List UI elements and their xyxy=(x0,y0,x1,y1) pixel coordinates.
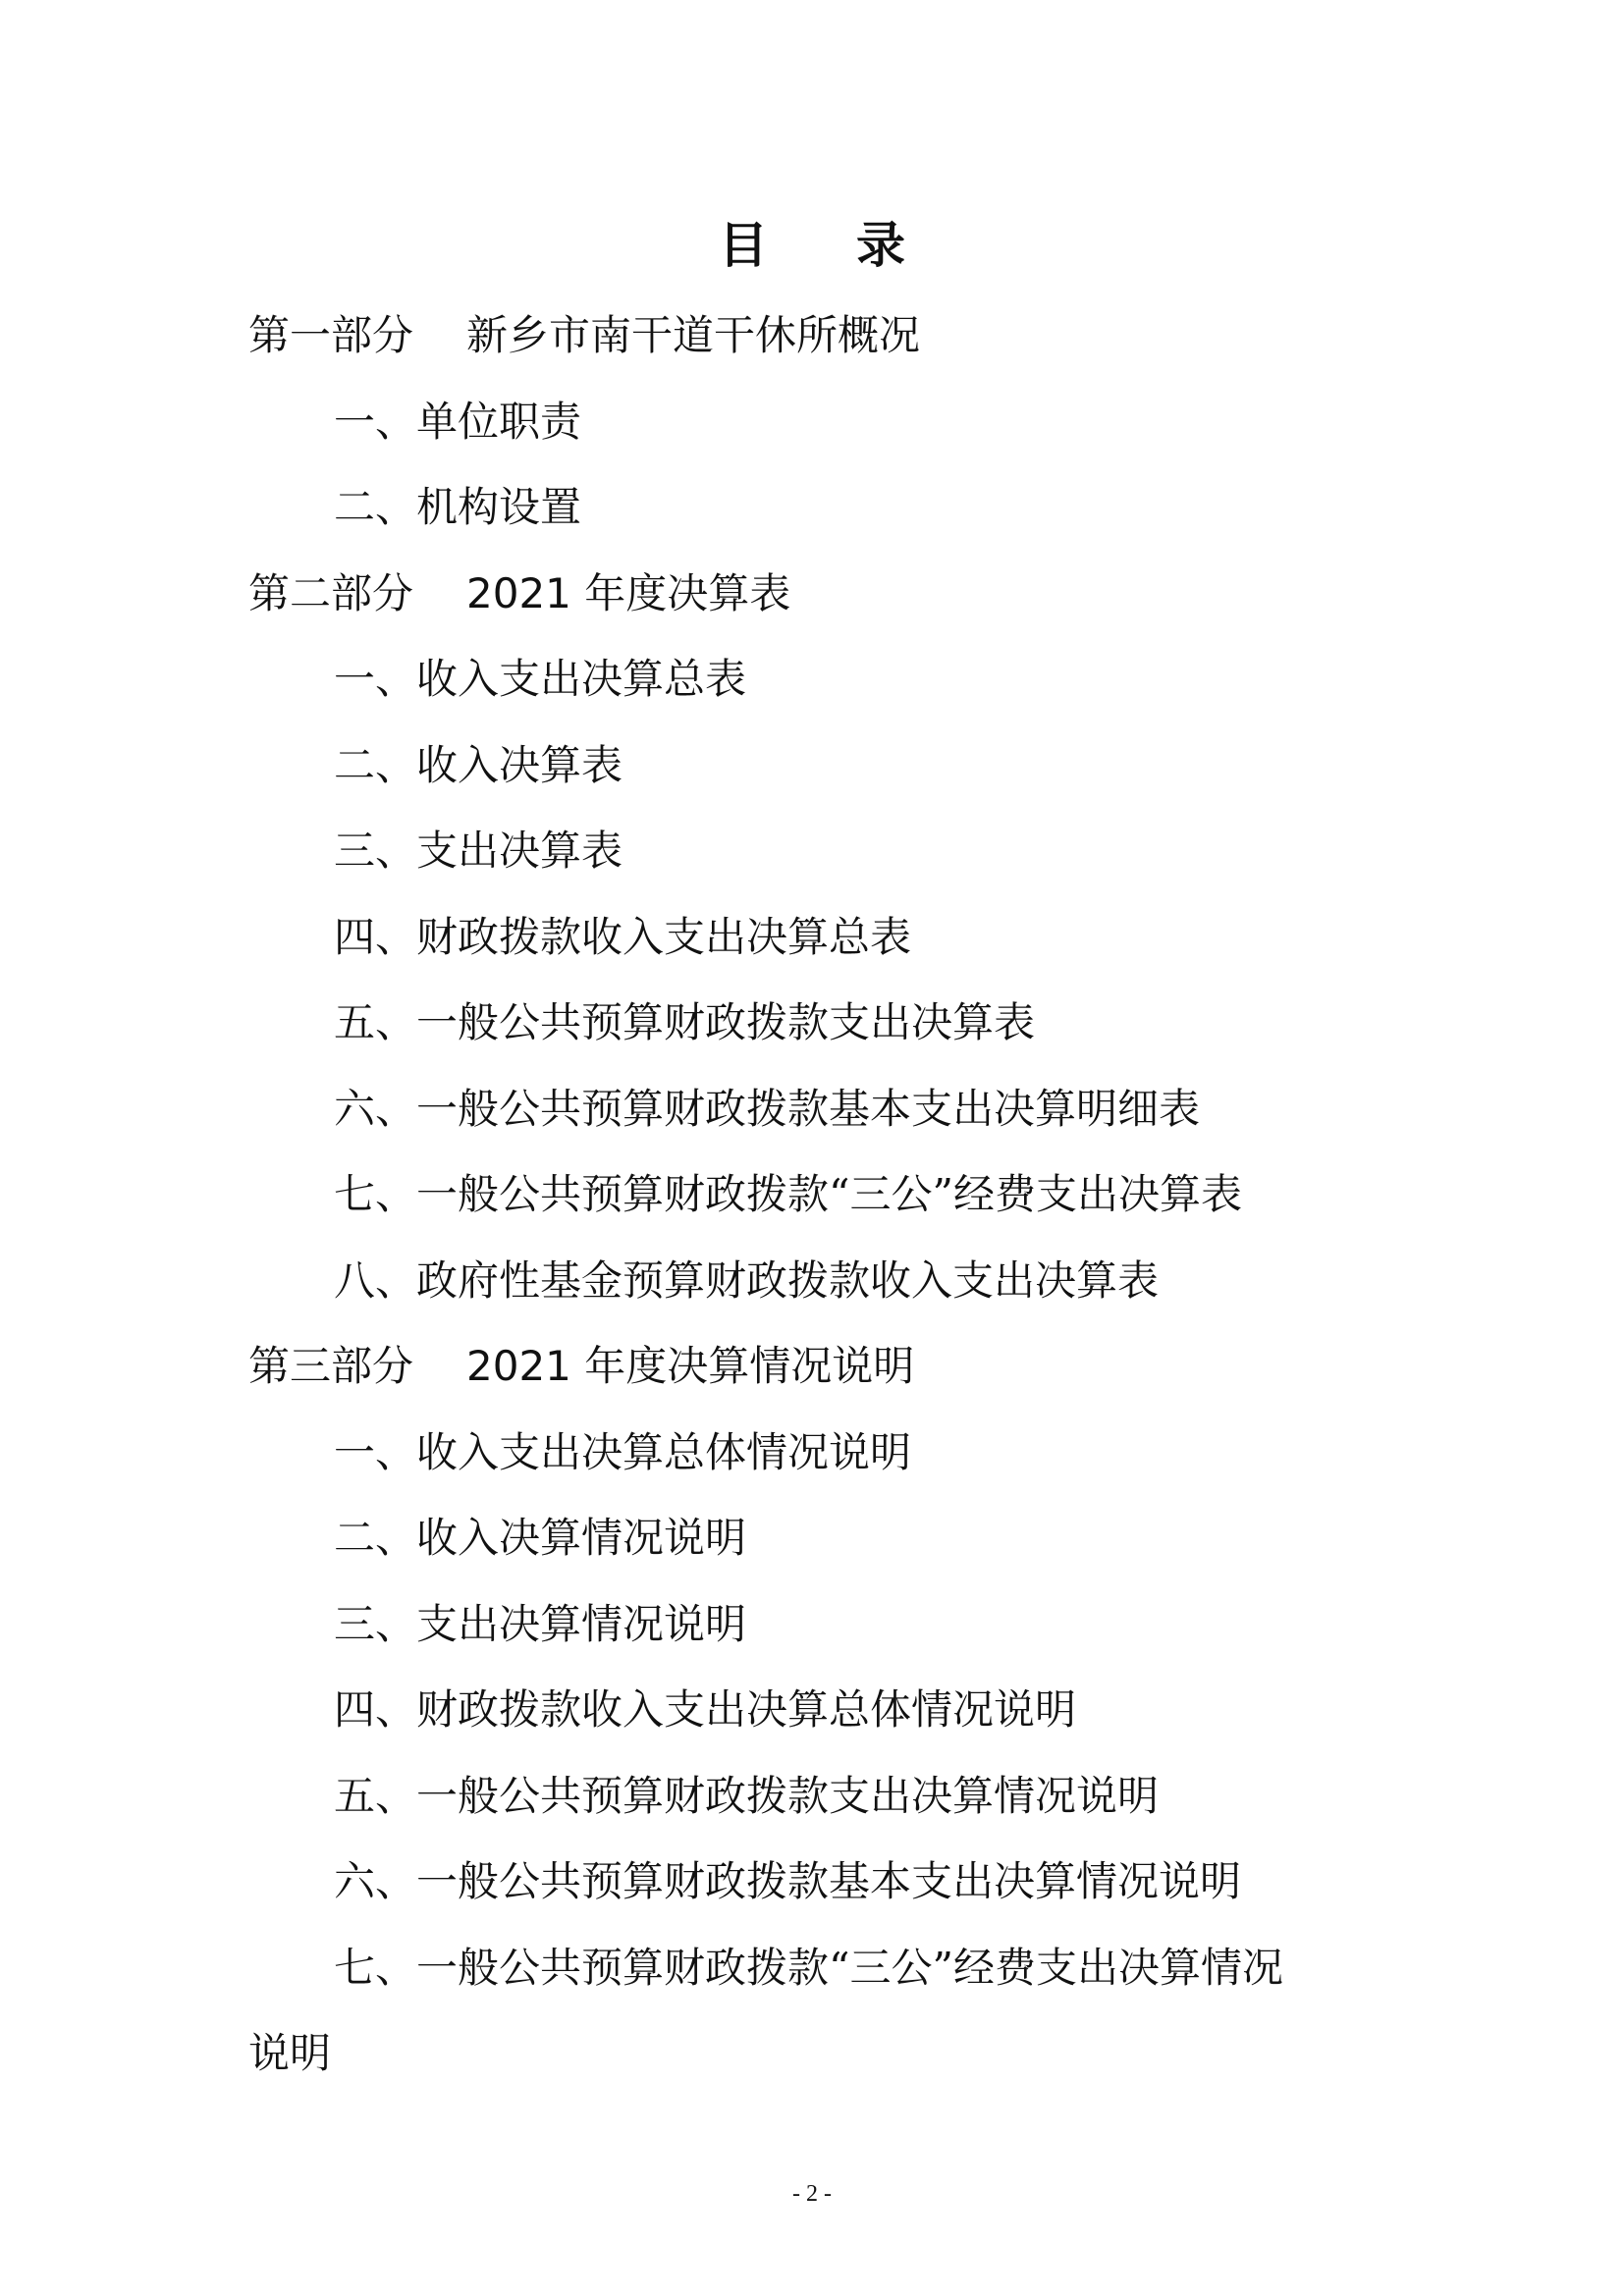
table-of-contents xyxy=(248,293,1387,2097)
toc-item[interactable]: 四、财政拨款收入支出决算总表 xyxy=(334,912,912,961)
toc-item[interactable]: 三、支出决算情况说明 xyxy=(334,1599,747,1648)
toc-item[interactable]: 六、一般公共预算财政拨款基本支出决算明细表 xyxy=(334,1084,1201,1133)
toc-item[interactable]: 一、单位职责 xyxy=(334,397,582,446)
toc-part-label: 第一部分 xyxy=(248,311,414,359)
toc-item[interactable]: 一、收入支出决算总表 xyxy=(334,655,747,703)
toc-part-title: 新乡市南干道干休所概况 xyxy=(466,311,921,359)
toc-item[interactable]: 六、一般公共预算财政拨款基本支出决算情况说明 xyxy=(334,1857,1242,1905)
toc-part-title: 2021 年度决算表 xyxy=(466,568,791,617)
toc-item[interactable]: 一、收入支出决算总体情况说明 xyxy=(334,1427,912,1476)
toc-item-continuation[interactable]: 说明 xyxy=(248,2029,332,2077)
toc-item[interactable]: 二、收入决算情况说明 xyxy=(334,1514,747,1562)
toc-item[interactable]: 五、一般公共预算财政拨款支出决算情况说明 xyxy=(334,1771,1160,1820)
toc-part-1-heading[interactable] xyxy=(248,293,1387,379)
toc-item[interactable]: 八、政府性基金预算财政拨款收入支出决算表 xyxy=(334,1255,1160,1305)
toc-part-3-heading[interactable] xyxy=(248,1323,1387,1410)
toc-item[interactable]: 七、一般公共预算财政拨款“三公”经费支出决算表 xyxy=(334,1170,1242,1218)
toc-item[interactable]: 二、机构设置 xyxy=(334,483,582,531)
toc-item[interactable]: 三、支出决算表 xyxy=(334,827,623,875)
toc-part-title: 2021 年度决算情况说明 xyxy=(466,1342,915,1390)
toc-item[interactable]: 四、财政拨款收入支出决算总体情况说明 xyxy=(334,1685,1077,1734)
toc-item[interactable]: 二、收入决算表 xyxy=(334,740,623,789)
page-title: 目录 xyxy=(719,217,994,274)
toc-part-label: 第三部分 xyxy=(248,1342,414,1390)
page-number: - 2 - xyxy=(792,2181,832,2207)
toc-part-label: 第二部分 xyxy=(248,568,414,617)
toc-item[interactable]: 七、一般公共预算财政拨款“三公”经费支出决算情况 xyxy=(334,1943,1283,1992)
toc-part-2-heading[interactable] xyxy=(248,551,1387,637)
toc-item[interactable]: 五、一般公共预算财政拨款支出决算表 xyxy=(334,998,1036,1046)
